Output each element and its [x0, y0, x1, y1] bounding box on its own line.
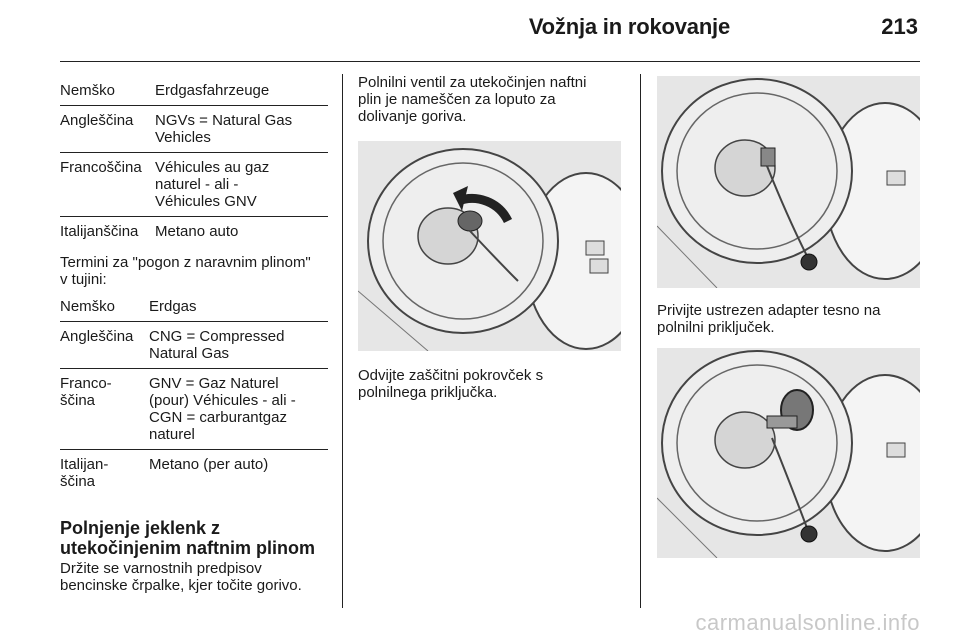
page-number: 213 — [881, 14, 918, 39]
table-cell-term: Metano (per auto) — [149, 456, 269, 473]
table-cell-term: GNV = Gaz Naturel (pour) Véhicules - ali - CGN = carburantgaz naturel — [149, 375, 296, 443]
column-divider-2 — [640, 74, 641, 608]
fuel-flap-illustration — [657, 76, 920, 288]
vehicle-terms-table — [60, 82, 328, 246]
fuel-flap-illustration — [358, 141, 621, 351]
table-row — [60, 328, 328, 369]
table-row — [60, 298, 328, 322]
figure-caption-unscrew: Odvijte zaščitni pokrovček s polnilnega priključka. — [358, 367, 544, 401]
table-cell-term: Véhicules au gaz naturel - ali - Véhicules GNV — [155, 159, 270, 210]
column-divider-1 — [342, 74, 343, 608]
header-rule — [60, 61, 920, 62]
figure-caption-adapter: Privijte ustrezen adapter tesno na polnilni priključek. — [657, 302, 881, 336]
table-cell-term: Erdgasfahrzeuge — [155, 82, 270, 99]
table-cell-term: CNG = Compressed Natural Gas — [149, 328, 285, 362]
section-paragraph: Držite se varnostnih predpisov bencinske črpalke, kjer točite gorivo. — [60, 560, 302, 594]
table-cell-language: Nemško — [60, 298, 116, 315]
table-cell-language: Angleščina — [60, 328, 134, 345]
table-cell-language: Franco- ščina — [60, 375, 112, 409]
valve-location-paragraph: Polnilni ventil za utekočinjen naftni plin je nameščen za loputo za dolivanje goriva. — [358, 74, 587, 125]
terms-intro-paragraph: Termini za "pogon z naravnim plinom" v tujini: — [60, 254, 311, 288]
table-cell-language: Italijan- ščina — [60, 456, 109, 490]
table-row — [60, 375, 328, 450]
page-header-title: Vožnja in rokovanje — [528, 14, 730, 39]
watermark: carmanualsonline.info — [695, 610, 920, 635]
figure-unscrew-cap — [358, 141, 621, 351]
section-heading: Polnjenje jeklenk z utekočinjenim naftnim plinom — [60, 518, 316, 558]
column-2 — [358, 74, 626, 125]
table-row — [60, 112, 328, 153]
figure-adapter-fitted — [657, 348, 920, 558]
table-row — [60, 159, 328, 217]
table-cell-term: NGVs = Natural Gas Vehicles — [155, 112, 293, 146]
table-row — [60, 82, 328, 106]
figure-cap-removed — [657, 76, 920, 288]
table-cell-language: Angleščina — [60, 112, 134, 129]
table-row — [60, 456, 328, 496]
table-cell-term: Metano auto — [155, 223, 239, 240]
fuel-terms-table — [60, 298, 328, 496]
table-row — [60, 223, 328, 246]
table-cell-language: Nemško — [60, 82, 116, 99]
fuel-flap-illustration — [657, 348, 920, 558]
column-1 — [60, 82, 328, 594]
table-cell-language: Francoščina — [60, 159, 142, 176]
table-cell-language: Italijanščina — [60, 223, 139, 240]
table-cell-term: Erdgas — [149, 298, 197, 315]
